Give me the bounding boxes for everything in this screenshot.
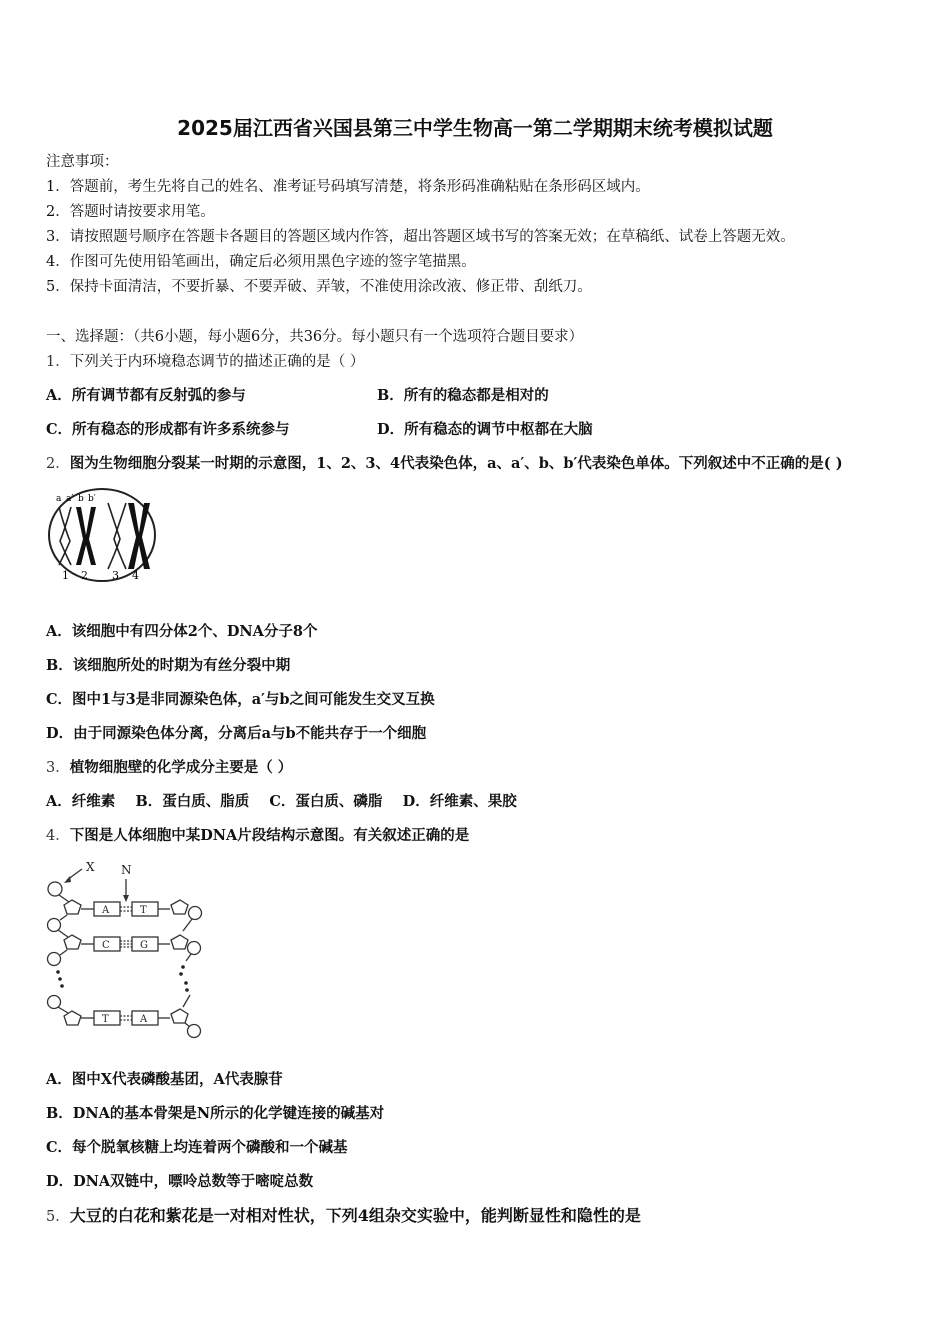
- q1-option-c: C．所有稳态的形成都有许多系统参与: [46, 421, 290, 438]
- q2-option-b: B．该细胞所处的时期为有丝分裂中期: [46, 657, 291, 674]
- q1-option-b: B．所有的稳态都是相对的: [377, 387, 549, 404]
- question-4-number: 4．: [46, 828, 70, 844]
- label-a-prime: a′: [66, 494, 74, 504]
- phosphate-row1-left: [48, 919, 61, 932]
- label-2: 2: [81, 569, 88, 582]
- question-5-stem: 大豆的白花和紫花是一对相对性状，下列4组杂交实验中，能判断显性和隐性的是: [69, 1206, 641, 1225]
- sugar-row1-right: [171, 900, 188, 914]
- question-3: [46, 758, 292, 778]
- chromosome-2: [76, 507, 96, 565]
- sugar-row2-right: [171, 935, 188, 949]
- continuation-dots-left: [56, 970, 64, 988]
- phosphate-row3-left: [48, 996, 61, 1009]
- continuation-dots-right: [179, 965, 189, 992]
- phosphate-row1-right: [189, 907, 202, 920]
- label-4: 4: [132, 569, 139, 582]
- sugar-row2-left: [64, 935, 81, 949]
- question-4-stem: 下图是人体细胞中某DNA片段结构示意图。有关叙述正确的是: [69, 827, 470, 844]
- base-row3-right: A: [140, 1014, 148, 1025]
- base-row3-left: T: [102, 1014, 109, 1025]
- sugar-row1-left: [64, 900, 81, 914]
- sugar-row3-right: [171, 1009, 188, 1023]
- label-3: 3: [112, 569, 119, 582]
- dna-figure: [40, 855, 215, 1040]
- q4-option-d: D．DNA双链中，嘌呤总数等于嘧啶总数: [46, 1173, 314, 1190]
- q4-option-a: A．图中X代表磷酸基团，A代表腺苷: [46, 1071, 283, 1088]
- q2-option-d: D．由于同源染色体分离，分离后a与b不能共存于一个细胞: [46, 725, 427, 742]
- q2-option-c: C．图中1与3是非同源染色体，a′与b之间可能发生交叉互换: [46, 691, 435, 708]
- question-3-stem: 植物细胞壁的化学成分主要是（ ）: [69, 759, 293, 776]
- label-a: a: [56, 494, 62, 504]
- label-x: X: [86, 860, 95, 874]
- question-2-number: 2．: [46, 456, 70, 472]
- q1-option-d: D．所有稳态的调节中枢都在大脑: [377, 421, 593, 438]
- notice-item-2: 2．答题时请按要求用笔。: [46, 204, 215, 220]
- q2-option-a: A．该细胞中有四分体2个、DNA分子8个: [46, 623, 318, 640]
- base-row2-right: G: [140, 940, 148, 951]
- chromosome-3: [108, 503, 126, 569]
- q3-options: A．纤维素 B．蛋白质、脂质 C．蛋白质、磷脂 D．纤维素、果胶: [46, 793, 517, 810]
- label-b: b: [78, 494, 84, 504]
- notice-item-5: 5．保持卡面清洁，不要折暴、不要弄破、弄皱，不准使用涂改液、修正带、刮纸刀。: [46, 279, 592, 295]
- notice-item-1: 1．答题前，考生先将自己的姓名、准考证号码填写清楚，将条形码准确粘贴在条形码区域内。: [46, 179, 650, 195]
- question-3-number: 3．: [46, 760, 70, 776]
- notice-item-4: 4．作图可先使用铅笔画出，确定后必须用黑色字迹的签字笔描黑。: [46, 254, 476, 270]
- question-2: [46, 454, 843, 474]
- q1-option-a: A．所有调节都有反射弧的参与: [46, 387, 246, 404]
- section-heading: 一、选择题：（共6小题，每小题6分，共36分。每小题只有一个选项符合题目要求）: [46, 329, 584, 345]
- label-n: N: [121, 863, 132, 877]
- chromosome-4: [128, 503, 150, 569]
- exam-title: 2025届江西省兴国县第三中学生物高一第二学期期末统考模拟试题: [177, 116, 773, 140]
- phosphate-bottom-right: [188, 1025, 201, 1038]
- notice-heading: 注意事项：: [46, 154, 119, 170]
- notice-item-3: 3．请按照题号顺序在答题卡各题目的答题区域内作答，超出答题区域书写的答案无效；在草稿纸、试卷上答题无效。: [46, 229, 795, 245]
- label-1: 1: [62, 569, 69, 582]
- phosphate-row2-right: [188, 942, 201, 955]
- q4-option-b: B．DNA的基本骨架是N所示的化学键连接的碱基对: [46, 1105, 385, 1122]
- label-b-prime: b′: [88, 494, 96, 504]
- question-2-stem: 图为生物细胞分裂某一时期的示意图，1、2、3、4代表染色体，a、a′、b、b′代表染色单体。下列叙述中不正确的是( ): [69, 455, 843, 472]
- phosphate-row2-left: [48, 953, 61, 966]
- q4-option-c: C．每个脱氧核糖上均连着两个磷酸和一个碱基: [46, 1139, 348, 1156]
- sugar-row3-left: [64, 1011, 81, 1025]
- phosphate-top-left: [48, 882, 62, 896]
- question-5-number: 5．: [46, 1209, 70, 1225]
- chromosome-figure: [46, 485, 161, 585]
- question-5: [46, 1206, 641, 1227]
- question-1-stem: 下列关于内环境稳态调节的描述正确的是（ ）: [69, 354, 365, 370]
- chromosome-1: [59, 507, 71, 565]
- question-4: [46, 826, 469, 846]
- base-row1-right: T: [140, 905, 147, 916]
- base-row1-left: A: [102, 905, 110, 916]
- question-1: [46, 352, 364, 372]
- base-row2-left: C: [102, 940, 110, 951]
- question-1-number: 1．: [46, 354, 70, 370]
